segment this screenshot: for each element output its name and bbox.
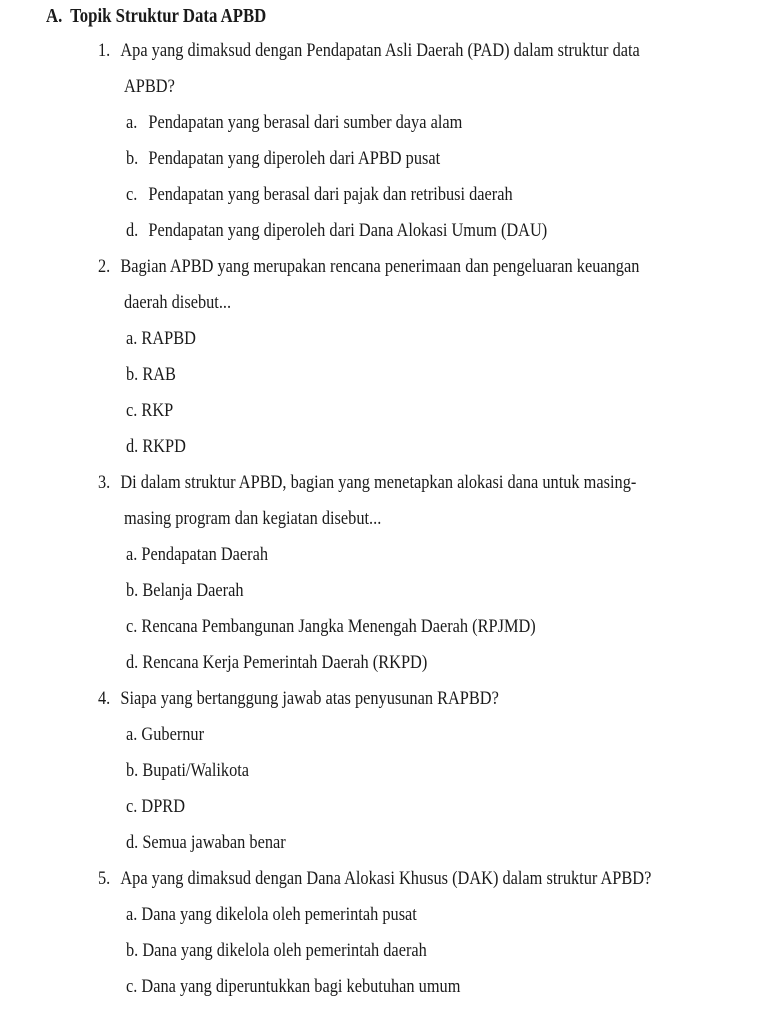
option-text: d. RKPD: [126, 436, 186, 457]
option-5a: [126, 904, 417, 926]
option-text: b. Belanja Daerah: [126, 580, 244, 601]
option-text: Pendapatan yang berasal dari pajak dan retribusi daerah: [148, 184, 513, 205]
option-4c: [126, 796, 185, 818]
option-text: Pendapatan yang diperoleh dari Dana Alokasi Umum (DAU): [148, 220, 548, 241]
question-3-continued: [124, 508, 381, 530]
question-text: Apa yang dimaksud dengan Pendapatan Asli Daerah (PAD) dalam struktur data: [120, 40, 640, 61]
option-5c: [126, 976, 460, 998]
option-1a: [126, 112, 462, 134]
option-3a: [126, 544, 268, 566]
option-letter: c.: [126, 184, 138, 205]
question-number: 5.: [98, 868, 111, 889]
option-text: c. DPRD: [126, 796, 186, 817]
question-5: [98, 868, 651, 890]
option-text: b. Bupati/Walikota: [126, 760, 250, 781]
section-heading: [46, 6, 266, 28]
option-5b: [126, 940, 427, 962]
option-text: d. Rencana Kerja Pemerintah Daerah (RKPD): [126, 652, 428, 673]
option-3b: [126, 580, 244, 602]
section-title: Topik Struktur Data APBD: [70, 6, 267, 27]
option-3d: [126, 652, 427, 674]
option-text: a. Gubernur: [126, 724, 205, 745]
option-text: c. Rencana Pembangunan Jangka Menengah Daerah (RPJMD): [126, 616, 536, 637]
option-2c: [126, 400, 173, 422]
option-4d: [126, 832, 286, 854]
option-2a: [126, 328, 196, 350]
option-text: Pendapatan yang diperoleh dari APBD pusat: [148, 148, 441, 169]
question-2: [98, 256, 639, 278]
option-text: b. RAB: [126, 364, 176, 385]
option-4b: [126, 760, 249, 782]
option-1c: [126, 184, 513, 206]
question-text: Siapa yang bertanggung jawab atas penyusunan RAPBD?: [120, 688, 499, 709]
question-text-continued: APBD?: [124, 76, 175, 97]
option-text: a. Dana yang dikelola oleh pemerintah pusat: [126, 904, 417, 925]
question-number: 3.: [98, 472, 111, 493]
option-text: a. RAPBD: [126, 328, 196, 349]
option-text: a. Pendapatan Daerah: [126, 544, 268, 565]
option-letter: d.: [126, 220, 139, 241]
question-text: Apa yang dimaksud dengan Dana Alokasi Khusus (DAK) dalam struktur APBD?: [120, 868, 652, 889]
option-text: b. Dana yang dikelola oleh pemerintah daerah: [126, 940, 427, 961]
question-text: Bagian APBD yang merupakan rencana penerimaan dan pengeluaran keuangan: [120, 256, 640, 277]
option-1b: [126, 148, 440, 170]
question-2-continued: [124, 292, 231, 314]
option-2b: [126, 364, 176, 386]
option-4a: [126, 724, 204, 746]
question-text: Di dalam struktur APBD, bagian yang menetapkan alokasi dana untuk masing-: [120, 472, 637, 493]
question-number: 4.: [98, 688, 111, 709]
question-number: 1.: [98, 40, 111, 61]
option-letter: a.: [126, 112, 138, 133]
option-text: c. RKP: [126, 400, 174, 421]
option-text: Pendapatan yang berasal dari sumber daya alam: [148, 112, 463, 133]
option-3c: [126, 616, 536, 638]
question-number: 2.: [98, 256, 111, 277]
option-text: c. Dana yang diperuntukkan bagi kebutuhan umum: [126, 976, 461, 997]
question-3: [98, 472, 636, 494]
question-4: [98, 688, 499, 710]
option-letter: b.: [126, 148, 139, 169]
section-label: A.: [46, 6, 63, 27]
question-1: [98, 40, 640, 62]
option-text: d. Semua jawaban benar: [126, 832, 286, 853]
question-text-continued: daerah disebut...: [124, 292, 232, 313]
question-1-continued: [124, 76, 175, 98]
option-2d: [126, 436, 186, 458]
option-1d: [126, 220, 547, 242]
question-text-continued: masing program dan kegiatan disebut...: [124, 508, 382, 529]
